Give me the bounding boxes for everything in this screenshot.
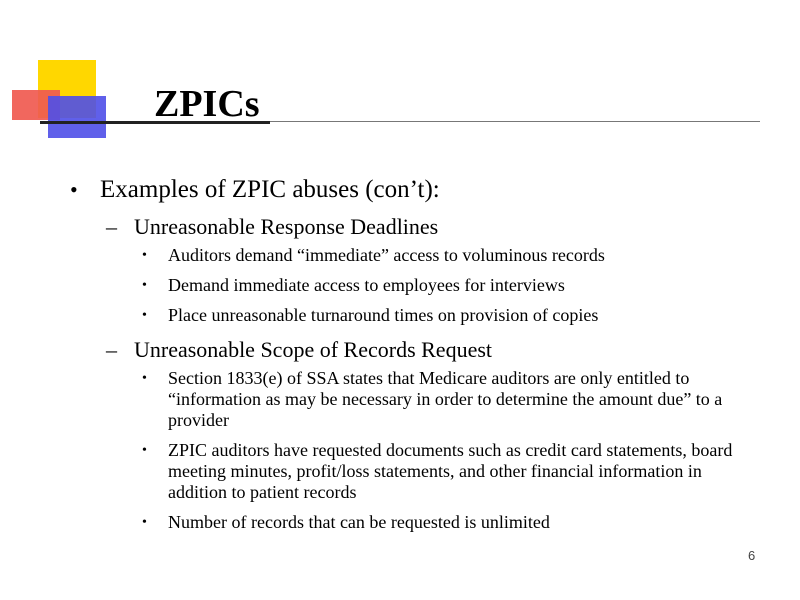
list-item: • Section 1833(e) of SSA states that Medicare auditors are only entitled to “information as may be necessary in order to determine the amount due” to a provider: [142, 368, 738, 431]
slide-content: [70, 172, 760, 542]
deadlines-list: [70, 245, 760, 326]
decor-blue-square: [48, 96, 106, 138]
slide-title: ZPICs: [154, 83, 260, 125]
list-item: • ZPIC auditors have requested documents such as credit card statements, board meeting minutes, profit/loss statements, and other financial information in addition to patient records: [142, 440, 738, 503]
list-item: • Number of records that can be requested is unlimited: [142, 512, 738, 533]
section-heading-deadlines: – Unreasonable Response Deadlines: [106, 212, 760, 242]
scope-list: [70, 368, 760, 533]
main-bullet: • Examples of ZPIC abuses (con’t):: [70, 172, 760, 208]
page-number: 6: [748, 548, 756, 563]
list-item: • Place unreasonable turnaround times on provision of copies: [142, 305, 738, 326]
list-item: • Auditors demand “immediate” access to voluminous records: [142, 245, 738, 266]
list-item: • Demand immediate access to employees for interviews: [142, 275, 738, 296]
section-heading-scope: – Unreasonable Scope of Records Request: [106, 335, 760, 365]
